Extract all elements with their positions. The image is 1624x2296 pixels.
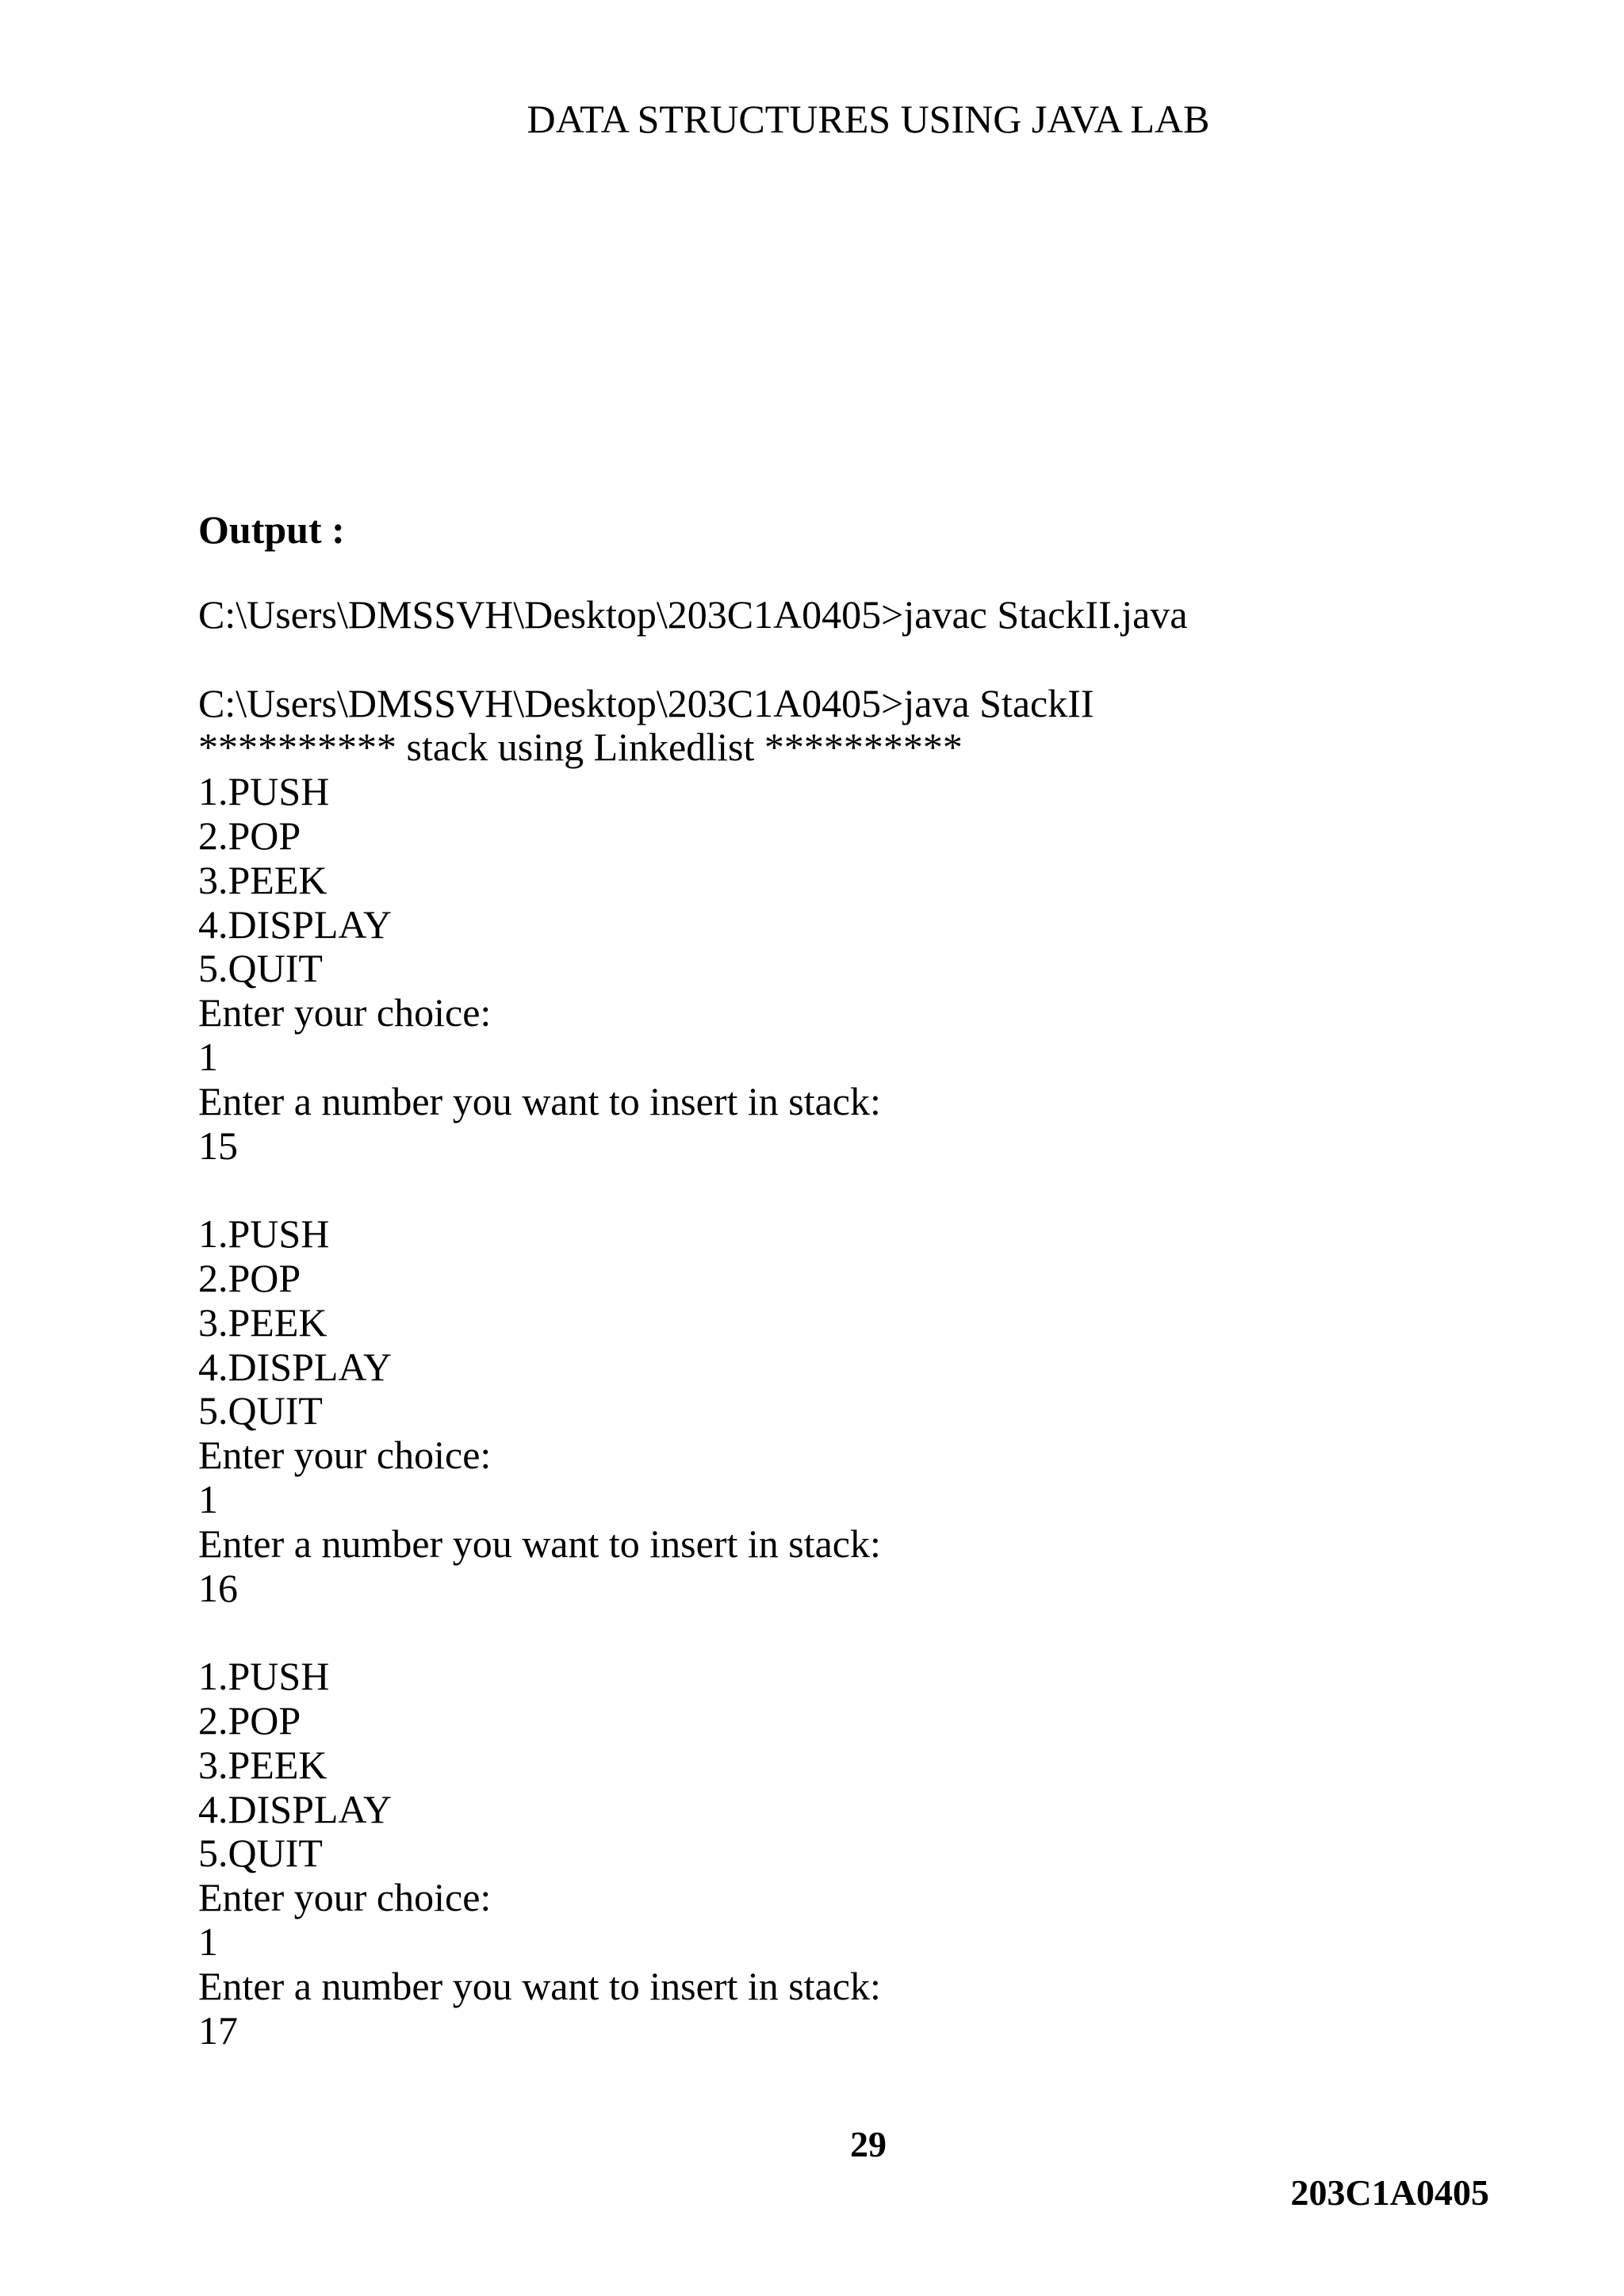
console-blank-line: [198, 1168, 1546, 1212]
console-output: [198, 593, 1546, 2053]
console-line: ********** stack using Linkedlist **********: [198, 725, 963, 770]
console-line: 2.POP: [198, 813, 301, 858]
console-line: 5.QUIT: [198, 946, 323, 991]
console-line: 2.POP: [198, 1255, 301, 1300]
console-line: 1.PUSH: [198, 769, 330, 814]
console-line: Enter a number you want to insert in stack:: [198, 1078, 881, 1123]
console-line: 3.PEEK: [198, 857, 327, 902]
console-line: C:\Users\DMSSVH\Desktop\203C1A0405>java StackII: [198, 680, 1094, 725]
console-line: 3.PEEK: [198, 1299, 327, 1345]
console-line: 5.QUIT: [198, 1388, 323, 1433]
console-line: 1: [198, 1034, 218, 1079]
console-line: 5.QUIT: [198, 1831, 323, 1876]
console-line: 1.PUSH: [198, 1654, 330, 1699]
console-line: C:\Users\DMSSVH\Desktop\203C1A0405>javac StackII.java: [198, 592, 1188, 637]
console-line: 16: [198, 1565, 238, 1610]
console-line: Enter your choice:: [198, 990, 492, 1035]
console-line: 1: [198, 1476, 218, 1521]
page-header-title: DATA STRUCTURES USING JAVA LAB: [527, 97, 1210, 141]
console-line: Enter your choice:: [198, 1433, 492, 1478]
roll-number: 203C1A0405: [1290, 2172, 1489, 2213]
console-line: 1.PUSH: [198, 1211, 330, 1257]
console-line: Enter your choice:: [198, 1875, 492, 1920]
console-line: Enter a number you want to insert in stack:: [198, 1963, 881, 2008]
console-line: 3.PEEK: [198, 1742, 327, 1787]
page-number: 29: [850, 2124, 887, 2164]
output-heading: Output :: [198, 507, 345, 552]
console-line: 4.DISPLAY: [198, 1786, 393, 1831]
console-line: 2.POP: [198, 1697, 301, 1743]
console-line: 1: [198, 1919, 218, 1964]
console-line: 15: [198, 1123, 238, 1168]
console-blank-line: [198, 1610, 1546, 1655]
console-line: 17: [198, 2007, 238, 2053]
console-line: Enter a number you want to insert in stack:: [198, 1521, 881, 1566]
console-line: 4.DISPLAY: [198, 901, 393, 947]
console-line: 4.DISPLAY: [198, 1344, 393, 1389]
console-blank-line: [198, 637, 1546, 682]
